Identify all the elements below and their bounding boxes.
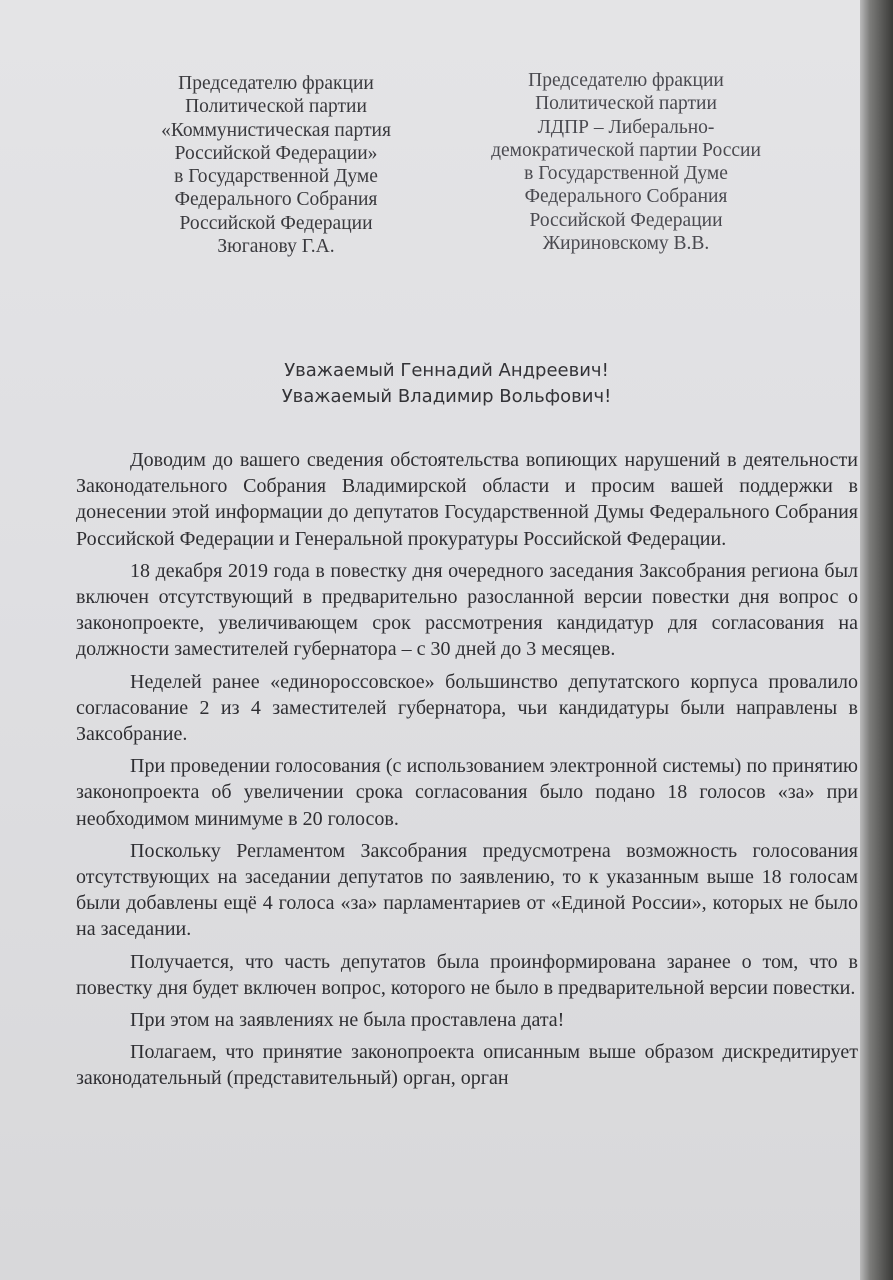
greeting-zyuganov: Уважаемый Геннадий Андреевич! [284,360,609,381]
body-paragraph: Неделей ранее «единороссовское» большинство депутатского корпуса провалило согласование 2 из 4 заместителей губернатора, чьи кандидатуры были направлены в Заксобрание. [76,670,858,746]
recipient-line: демократической партии России [491,139,761,161]
recipient-line: в Государственной Думе [174,166,378,188]
body-paragraph: Получается, что часть депутатов была проинформирована заранее о том, что в повестку дня будет включен вопрос, которого не было в предварительной версии повестки. [76,950,858,999]
body-paragraph: При проведении голосования (с использованием электронной системы) по принятию законопроекта об увеличении срока согласования было подано 18 голосов «за» при необходимом минимуме в 20 голосов. [76,755,858,830]
recipient-line: Российской Федерации» [174,142,378,164]
recipient-line: Политической партии [535,93,717,115]
body-paragraph: Доводим до вашего сведения обстоятельства вопиющих нарушений в деятельности Законодательного Собрания Владимирской области и просим вашей поддержки в донесении этой информации до депутатов Государственной Думы Федерального Собрания Российской Федерации и Генеральной прокуратуры Российской Федерации. [76,449,858,550]
body-paragraph: Полагаем, что принятие законопроекта описанным выше образом дискредитирует законодательный (представительный) орган, орган [76,1041,858,1090]
recipient-line: ЛДПР – Либерально- [537,116,715,138]
page-edge-shadow [860,0,893,1280]
recipient-line: в Государственной Думе [524,163,728,185]
body-paragraph: 18 декабря 2019 года в повестку дня очередного заседания Заксобрания региона был включен отсутствующий в предварительно разосланной версии повестки дня вопрос о законопроекте, увеличивающем срок рассмотрения кандидатур для согласования на должности заместителей губернатора – с 30 дней до 3 месяцев. [76,559,858,661]
recipient-name: Жириновскому В.В. [542,233,710,255]
recipient-line: Политической партии [185,96,367,118]
body-paragraph: При этом на заявлениях не была проставлена дата! [130,1009,565,1032]
recipient-line: Председателю фракции [528,70,724,91]
recipient-line: Председателю фракции [178,73,374,94]
recipient-block-right [476,69,776,255]
recipient-line: Российской Федерации [179,212,373,234]
greeting-zhirinovsky: Уважаемый Владимир Вольфович! [281,386,612,407]
recipient-line: «Коммунистическая партия [161,119,391,141]
recipient-line: Федерального Собрания [174,189,378,211]
letter-body [76,447,858,1098]
body-paragraph: Поскольку Регламентом Заксобрания предусмотрена возможность голосования отсутствующих на заседании депутатов по заявлению, то к указанным выше 18 голосам были добавлены ещё 4 голоса «за» парламентариев от «Единой России», которых не было на заседании. [76,839,858,941]
recipient-line: Российской Федерации [529,209,723,231]
recipient-block-left [126,72,426,258]
recipient-name: Зюганову Г.А. [217,236,335,258]
recipient-line: Федерального Собрания [524,186,728,208]
